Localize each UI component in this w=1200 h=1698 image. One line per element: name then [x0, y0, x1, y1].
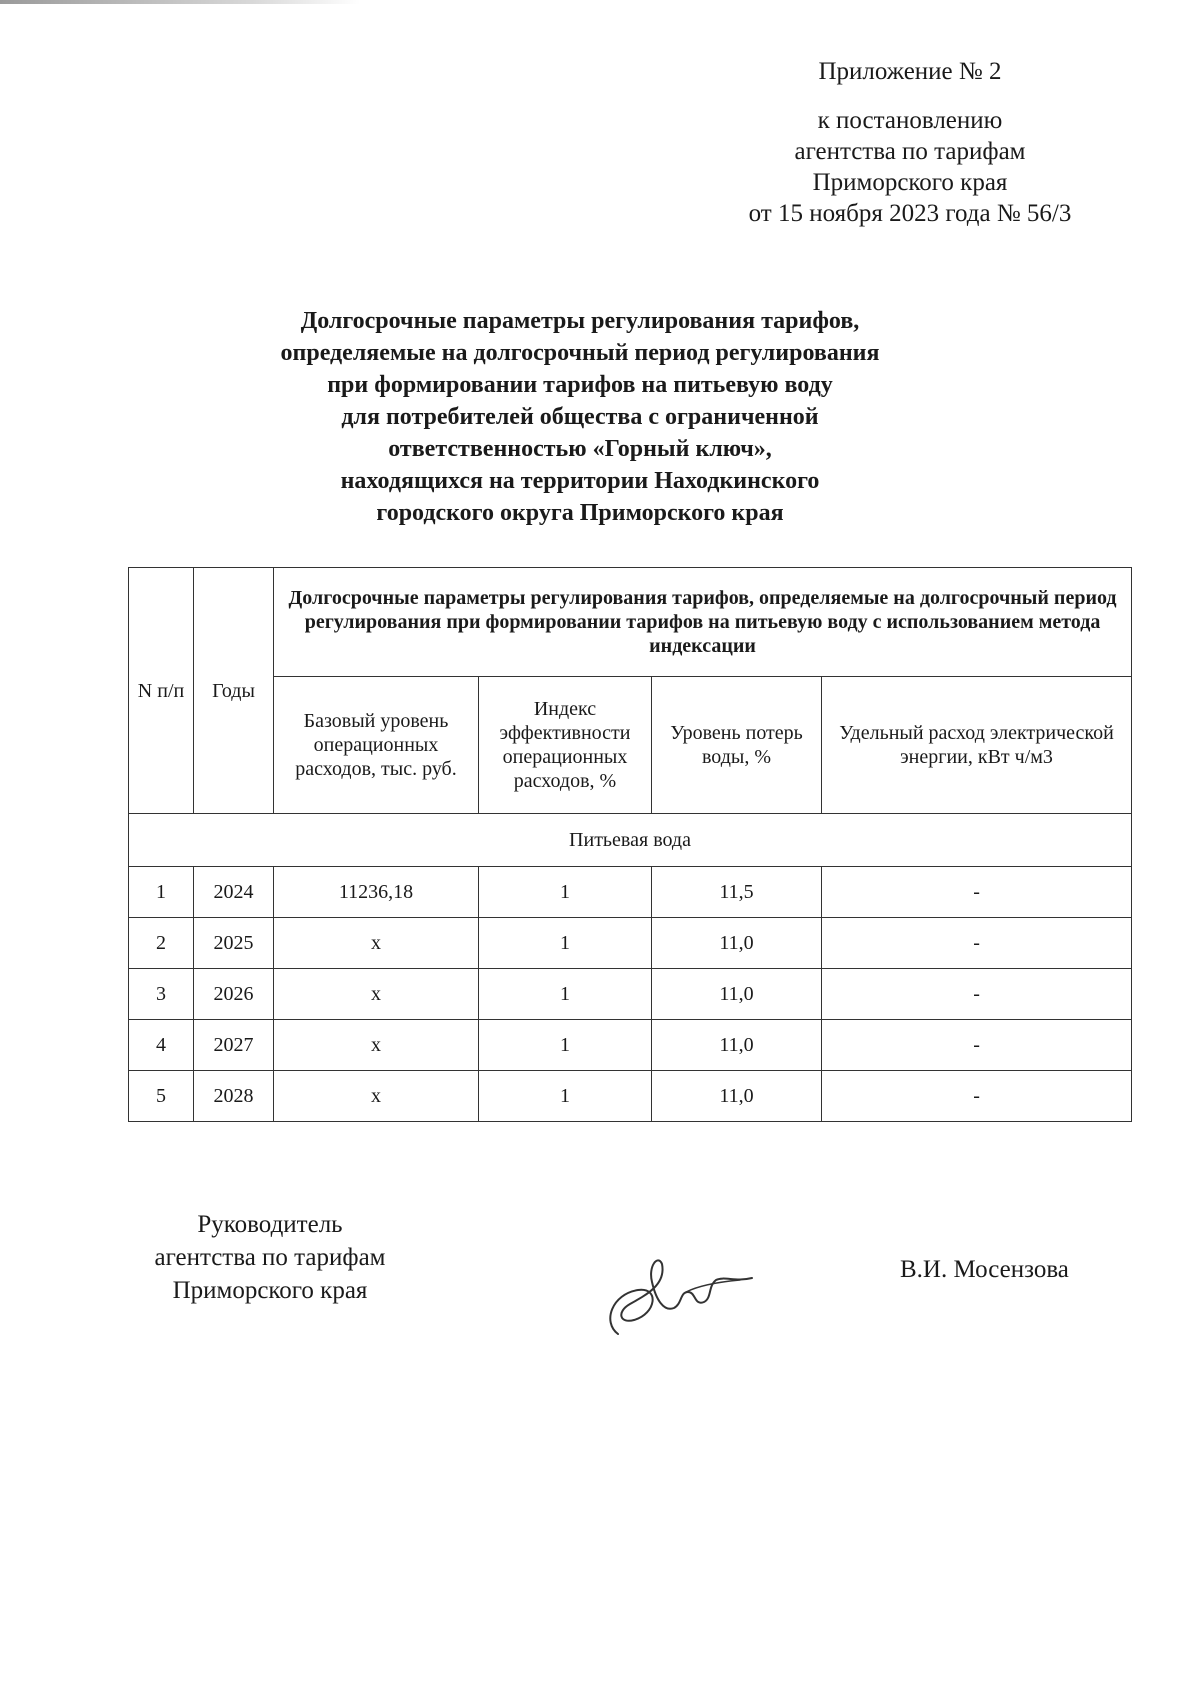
table-cell: 1: [479, 969, 652, 1020]
position-line: Приморского края: [172, 1277, 368, 1304]
title-line: городского округа Приморского края: [376, 500, 784, 526]
table-cell: -: [822, 1071, 1132, 1122]
table-cell: x: [274, 969, 479, 1020]
section-label: Питьевая вода: [129, 814, 1132, 867]
header-base-opex: Базовый уровень операционных расходов, тыс. руб.: [274, 677, 479, 814]
scan-edge: [0, 0, 360, 4]
annex-line: агентства по тарифам: [794, 138, 1026, 165]
header-group: Долгосрочные параметры регулирования тарифов, определяемые на долгосрочный период регулирования при формировании тарифов на питьевую воду с использованием метода индексации: [274, 568, 1132, 677]
table-cell: 2025: [194, 918, 274, 969]
table-cell: -: [822, 1020, 1132, 1071]
table-cell: 2: [129, 918, 194, 969]
table-cell: 1: [479, 1020, 652, 1071]
table-cell: 11236,18: [274, 867, 479, 918]
table-cell: 2027: [194, 1020, 274, 1071]
table-cell: 5: [129, 1071, 194, 1122]
table-row: [129, 918, 1132, 969]
signatory-name: В.И. Мосензова: [900, 1256, 1069, 1283]
header-efficiency-index: Индекс эффективности операционных расходов, %: [479, 677, 652, 814]
title-line: ответственностью «Горный ключ»,: [388, 436, 772, 462]
title-line: определяемые на долгосрочный период регулирования: [280, 340, 880, 366]
table-row: [129, 969, 1132, 1020]
table-row: [129, 1020, 1132, 1071]
table-cell: 11,5: [652, 867, 822, 918]
header-year: Годы: [194, 568, 274, 814]
annex-line: от 15 ноября 2023 года № 56/3: [748, 200, 1072, 227]
table-cell: -: [822, 918, 1132, 969]
position-line: Руководитель: [197, 1211, 343, 1238]
table-row: [129, 867, 1132, 918]
table-cell: 1: [479, 1071, 652, 1122]
table-cell: 11,0: [652, 1071, 822, 1122]
table-cell: 2028: [194, 1071, 274, 1122]
title-line: при формировании тарифов на питьевую воду: [327, 372, 833, 398]
table-cell: 1: [129, 867, 194, 918]
table-cell: x: [274, 1020, 479, 1071]
table-cell: 1: [479, 867, 652, 918]
title-line: для потребителей общества с ограниченной: [341, 404, 819, 430]
title-line: находящихся на территории Находкинского: [340, 468, 820, 494]
handwritten-signature: [590, 1242, 760, 1352]
signatory-position: [120, 1208, 420, 1307]
annex-block: [700, 56, 1120, 229]
table-cell: x: [274, 918, 479, 969]
parameters-table: [128, 567, 1132, 1122]
document-title: [130, 305, 1030, 529]
table-cell: 1: [479, 918, 652, 969]
table-cell: x: [274, 1071, 479, 1122]
table-cell: 11,0: [652, 969, 822, 1020]
table-cell: -: [822, 969, 1132, 1020]
table-row: [129, 1071, 1132, 1122]
position-line: агентства по тарифам: [154, 1244, 386, 1271]
table-cell: -: [822, 867, 1132, 918]
title-line: Долгосрочные параметры регулирования тарифов,: [300, 308, 860, 334]
annex-title: Приложение № 2: [818, 58, 1002, 85]
header-energy-consumption: Удельный расход электрической энергии, кВт ч/м3: [822, 677, 1132, 814]
table-cell: 11,0: [652, 1020, 822, 1071]
table-cell: 11,0: [652, 918, 822, 969]
header-number: N п/п: [129, 568, 194, 814]
header-water-loss: Уровень потерь воды, %: [652, 677, 822, 814]
table-cell: 4: [129, 1020, 194, 1071]
table-cell: 2024: [194, 867, 274, 918]
table-cell: 2026: [194, 969, 274, 1020]
annex-line: к постановлению: [817, 107, 1003, 134]
annex-line: Приморского края: [812, 169, 1008, 196]
table-cell: 3: [129, 969, 194, 1020]
